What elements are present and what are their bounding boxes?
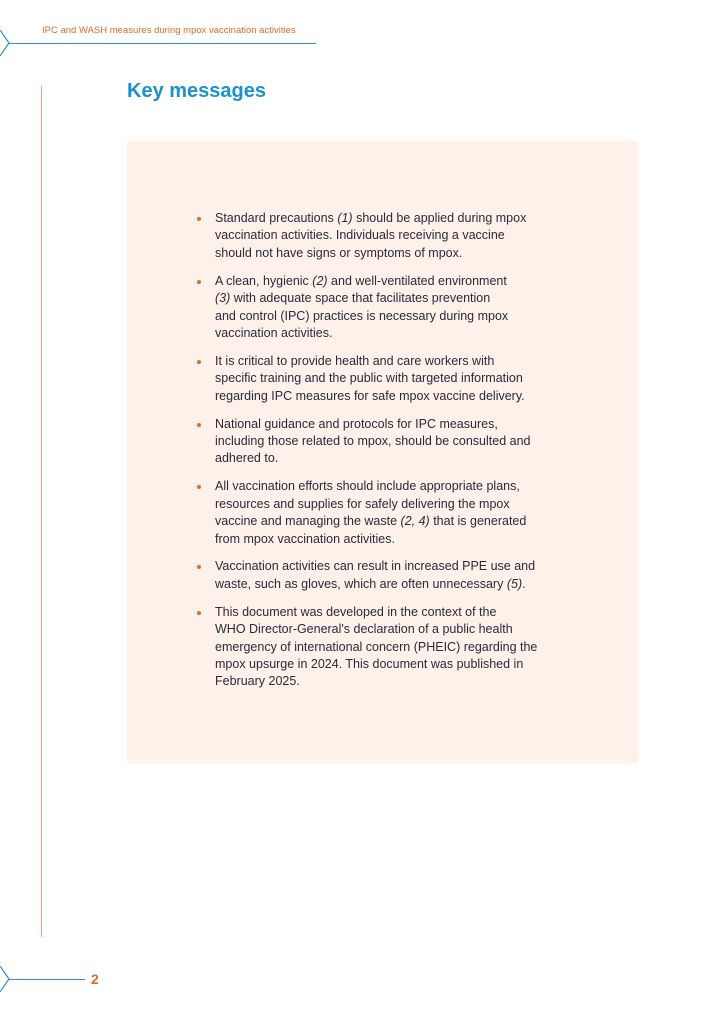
key-message-item	[215, 416, 567, 468]
key-message-item	[215, 273, 567, 343]
bullet-icon	[197, 423, 201, 427]
footer-rule	[9, 979, 85, 980]
message-line	[215, 656, 567, 673]
message-line	[215, 353, 567, 370]
message-text: It is critical to provide health and care workers with	[215, 353, 495, 368]
message-text: February 2025.	[215, 674, 300, 689]
message-line	[215, 621, 567, 638]
message-line	[215, 478, 567, 495]
message-text: All vaccination efforts should include appropriate plans,	[215, 479, 520, 494]
message-text: vaccine and managing the waste	[215, 514, 401, 529]
bullet-icon	[197, 485, 201, 489]
key-message-item	[215, 210, 567, 262]
message-text: and control (IPC) practices is necessary during mpox	[215, 308, 509, 323]
message-text: mpox upsurge in 2024. This document was published in	[215, 656, 524, 671]
message-line	[215, 513, 567, 530]
running-header: IPC and WASH measures during mpox vaccination activities	[42, 25, 296, 36]
message-text: emergency of international concern (PHEIC) regarding the	[215, 639, 538, 654]
message-text: waste, such as gloves, which are often unnecessary	[215, 576, 507, 591]
message-text: resources and supplies for safely delivering the mpox	[215, 496, 510, 511]
message-text: Vaccination activities can result in increased PPE use and	[215, 559, 536, 574]
message-line	[215, 325, 567, 342]
page-title: Key messages	[127, 80, 266, 102]
key-messages-box	[127, 141, 638, 763]
message-text: regarding IPC measures for safe mpox vaccine delivery.	[215, 388, 525, 403]
key-message-item	[215, 478, 567, 548]
key-message-item	[215, 353, 567, 405]
message-text: including those related to mpox, should be consulted and	[215, 433, 531, 448]
footer-chevron-icon	[0, 966, 10, 992]
message-line	[215, 245, 567, 262]
message-line	[215, 416, 567, 433]
message-text: National guidance and protocols for IPC measures,	[215, 416, 498, 431]
header-rule	[9, 43, 316, 44]
message-text: should be applied during mpox	[352, 211, 527, 225]
message-text: A clean, hygienic	[215, 273, 313, 288]
reference-citation: (5)	[506, 576, 523, 591]
bullet-icon	[197, 565, 201, 569]
header-chevron-icon	[0, 30, 10, 56]
reference-citation: (2, 4)	[400, 514, 430, 529]
message-text: vaccination activities. Individuals receiving a vaccine	[215, 228, 505, 243]
message-text: should not have signs or symptoms of mpox.	[215, 245, 463, 260]
message-text: that is generated	[429, 514, 527, 529]
message-line	[215, 604, 567, 621]
message-line	[215, 433, 567, 450]
message-line	[215, 496, 567, 513]
bullet-icon	[197, 217, 201, 221]
page-number: 2	[91, 971, 99, 987]
message-line	[215, 290, 567, 307]
message-line	[215, 450, 567, 467]
key-messages-list	[215, 210, 567, 701]
reference-citation: (3)	[215, 291, 231, 306]
message-line	[215, 370, 567, 387]
message-text: WHO Director-General's declaration of a public health	[215, 622, 513, 637]
reference-citation: (2)	[312, 273, 328, 288]
message-text: Standard precautions	[215, 211, 338, 225]
message-line	[215, 673, 567, 690]
message-line	[215, 273, 567, 290]
message-text: adhered to.	[215, 451, 279, 466]
message-text: This document was developed in the context of the	[215, 604, 497, 619]
key-message-item	[215, 558, 567, 593]
message-line	[215, 576, 567, 593]
reference-citation: (1)	[337, 211, 353, 225]
message-line	[215, 639, 567, 656]
message-text: from mpox vaccination activities.	[215, 531, 395, 546]
message-text: .	[522, 576, 526, 591]
message-line	[215, 210, 567, 227]
message-text: and well-ventilated environment	[327, 273, 507, 288]
bullet-icon	[197, 360, 201, 364]
message-line	[215, 558, 567, 575]
bullet-icon	[197, 611, 201, 615]
message-line	[215, 531, 567, 548]
message-text: vaccination activities.	[215, 325, 333, 340]
message-line	[215, 388, 567, 405]
message-text: with adequate space that facilitates prevention	[230, 291, 491, 306]
message-line	[215, 227, 567, 244]
margin-rule	[41, 86, 42, 937]
message-line	[215, 308, 567, 325]
bullet-icon	[197, 280, 201, 284]
message-text: specific training and the public with targeted information	[215, 371, 523, 386]
key-message-item	[215, 604, 567, 691]
